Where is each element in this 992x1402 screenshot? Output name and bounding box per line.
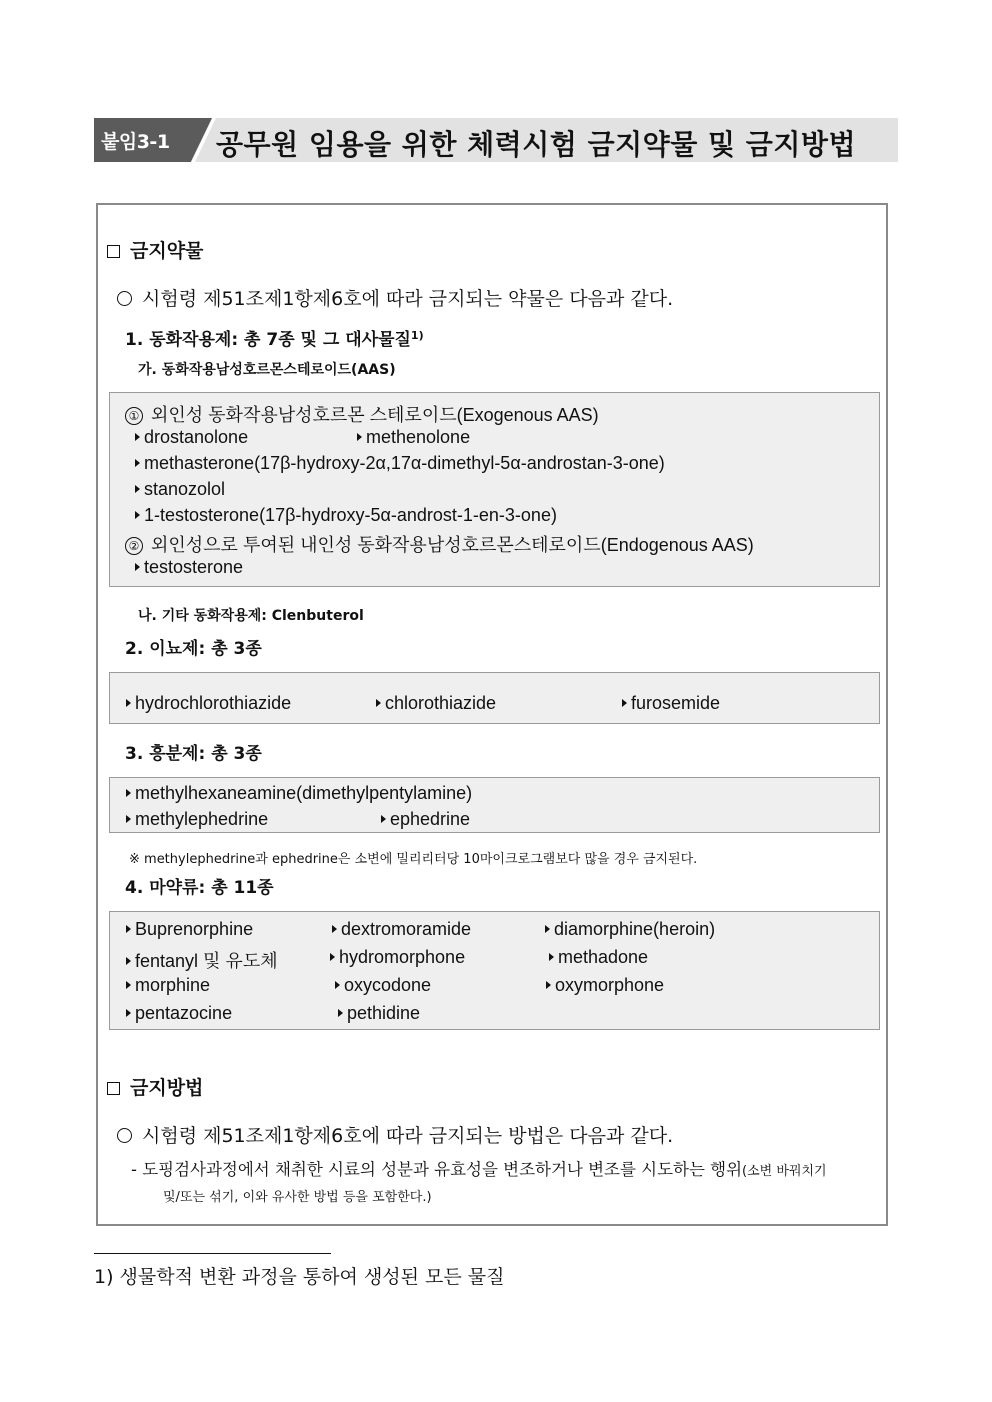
endogenous-aas-title	[125, 531, 754, 557]
drug-item	[357, 427, 470, 448]
drug-item	[126, 975, 210, 996]
triangle-bullet-icon	[332, 925, 337, 933]
drug-item	[381, 809, 470, 830]
triangle-bullet-icon	[376, 699, 381, 707]
drug-item	[126, 783, 472, 804]
drug-name: pethidine	[347, 1003, 421, 1023]
drug-item	[338, 1003, 420, 1024]
footnote: 1) 생물학적 변환 과정을 통하여 생성된 모든 물질	[94, 1266, 505, 1288]
subsection-diuretics: 2. 이뇨제: 총 3종	[125, 639, 262, 659]
drug-item	[545, 919, 715, 940]
section-heading-text: 금지약물	[130, 240, 204, 262]
drug-name: morphine	[135, 975, 211, 995]
drug-name: stanozolol	[144, 479, 226, 499]
footnote-separator	[94, 1253, 331, 1254]
drug-item	[376, 693, 496, 714]
triangle-bullet-icon	[622, 699, 627, 707]
drug-item	[135, 557, 243, 578]
triangle-bullet-icon	[126, 699, 131, 707]
drug-name: Buprenorphine	[135, 919, 254, 939]
subsection-narcotics: 4. 마약류: 총 11종	[125, 878, 274, 898]
drug-name: chlorothiazide	[385, 693, 497, 713]
triangle-bullet-icon	[135, 511, 140, 519]
method-item-continuation: 및/또는 섞기, 이와 유사한 방법 등을 포함한다.)	[163, 1190, 432, 1205]
drug-item	[135, 453, 665, 474]
subsection-anabolic	[125, 325, 424, 350]
drug-item	[126, 1003, 232, 1024]
drug-name: methadone	[558, 947, 649, 967]
drug-name: ephedrine	[390, 809, 471, 829]
subsection-aas: 가. 동화작용남성호르몬스테로이드(AAS)	[138, 362, 396, 378]
drug-name: pentazocine	[135, 1003, 233, 1023]
drug-name: methylhexaneamine(dimethylpentylamine)	[135, 783, 473, 803]
drug-name: fentanyl 및 유도체	[135, 951, 278, 971]
triangle-bullet-icon	[126, 789, 131, 797]
drug-name: diamorphine(heroin)	[554, 919, 716, 939]
drug-name: hydrochlorothiazide	[135, 693, 292, 713]
subsection-anabolic-title: 1. 동화작용제: 총 7종 및 그 대사물질	[125, 330, 411, 350]
drug-item	[135, 479, 225, 500]
drug-name: methylephedrine	[135, 809, 269, 829]
section1-intro-text: 시험령 제51조제1항제6호에 따라 금지되는 약물은 다음과 같다.	[142, 288, 674, 310]
document-header	[94, 118, 898, 162]
triangle-bullet-icon	[335, 981, 340, 989]
square-bullet-icon	[107, 1082, 120, 1095]
triangle-bullet-icon	[126, 815, 131, 823]
stimulant-note: ※ methylephedrine과 ephedrine은 소변에 밀리리터당 10마이크로그램보다 많을 경우 금지된다.	[129, 852, 698, 867]
triangle-bullet-icon	[126, 957, 131, 965]
page-title: 공무원 임용을 위한 체력시험 금지약물 및 금지방법	[216, 128, 856, 161]
circled-number-2: ②	[125, 537, 143, 555]
endogenous-aas-title-text: 외인성으로 투여된 내인성 동화작용남성호르몬스테로이드(Endogenous AAS)	[151, 535, 754, 555]
drug-name: dextromoramide	[341, 919, 472, 939]
square-bullet-icon	[107, 245, 120, 258]
drug-item	[126, 809, 268, 830]
section2-intro-text: 시험령 제51조제1항제6호에 따라 금지되는 방법은 다음과 같다.	[142, 1125, 674, 1147]
triangle-bullet-icon	[330, 953, 335, 961]
triangle-bullet-icon	[338, 1009, 343, 1017]
attachment-tag-label: 붙임3-1	[101, 131, 170, 153]
triangle-bullet-icon	[549, 953, 554, 961]
drug-name: 1-testosterone(17β-hydroxy-5α-androst-1-en-3-one)	[144, 505, 557, 525]
drug-name: hydromorphone	[339, 947, 466, 967]
triangle-bullet-icon	[126, 925, 131, 933]
drug-item	[332, 919, 471, 940]
circle-bullet-icon	[117, 1128, 132, 1143]
triangle-bullet-icon	[546, 981, 551, 989]
drug-item	[135, 427, 248, 448]
drug-name: methasterone(17β-hydroxy-2α,17α-dimethyl-5α-androstan-3-one)	[144, 453, 665, 473]
section-heading-text: 금지방법	[130, 1077, 204, 1099]
footnote-ref: 1)	[410, 329, 424, 342]
triangle-bullet-icon	[135, 485, 140, 493]
drug-item	[549, 947, 648, 968]
section1-intro	[117, 284, 673, 311]
drug-item	[126, 919, 253, 940]
circled-number-1: ①	[125, 407, 143, 425]
drug-item	[335, 975, 431, 996]
exogenous-aas-title	[125, 401, 599, 427]
drug-item	[622, 693, 720, 714]
section-heading-prohibited-methods	[107, 1073, 203, 1100]
drug-name: testosterone	[144, 557, 244, 577]
drug-name: methenolone	[366, 427, 471, 447]
triangle-bullet-icon	[381, 815, 386, 823]
triangle-bullet-icon	[135, 459, 140, 467]
drug-name: drostanolone	[144, 427, 249, 447]
subsection-stimulants: 3. 흥분제: 총 3종	[125, 744, 262, 764]
drug-item	[126, 947, 278, 973]
triangle-bullet-icon	[357, 433, 362, 441]
triangle-bullet-icon	[545, 925, 550, 933]
method-item-note: (소변 바꿔치기	[742, 1164, 827, 1179]
drug-item	[546, 975, 664, 996]
section2-intro	[117, 1121, 673, 1148]
section-heading-prohibited-substances	[107, 236, 203, 263]
drug-name: oxymorphone	[555, 975, 665, 995]
drug-name: furosemide	[631, 693, 721, 713]
exogenous-aas-title-text: 외인성 동화작용남성호르몬 스테로이드(Exogenous AAS)	[151, 405, 599, 425]
drug-item	[330, 947, 465, 968]
drug-name: oxycodone	[344, 975, 432, 995]
drug-item	[126, 693, 291, 714]
triangle-bullet-icon	[135, 433, 140, 441]
drug-item	[135, 505, 557, 526]
triangle-bullet-icon	[126, 1009, 131, 1017]
subsection-other-anabolic: 나. 기타 동화작용제: Clenbuterol	[138, 608, 364, 624]
triangle-bullet-icon	[126, 981, 131, 989]
method-item-text: - 도핑검사과정에서 채취한 시료의 성분과 유효성을 변조하거나 변조를 시도하는 행위	[131, 1160, 743, 1179]
circle-bullet-icon	[117, 291, 132, 306]
method-item	[131, 1156, 827, 1180]
triangle-bullet-icon	[135, 563, 140, 571]
